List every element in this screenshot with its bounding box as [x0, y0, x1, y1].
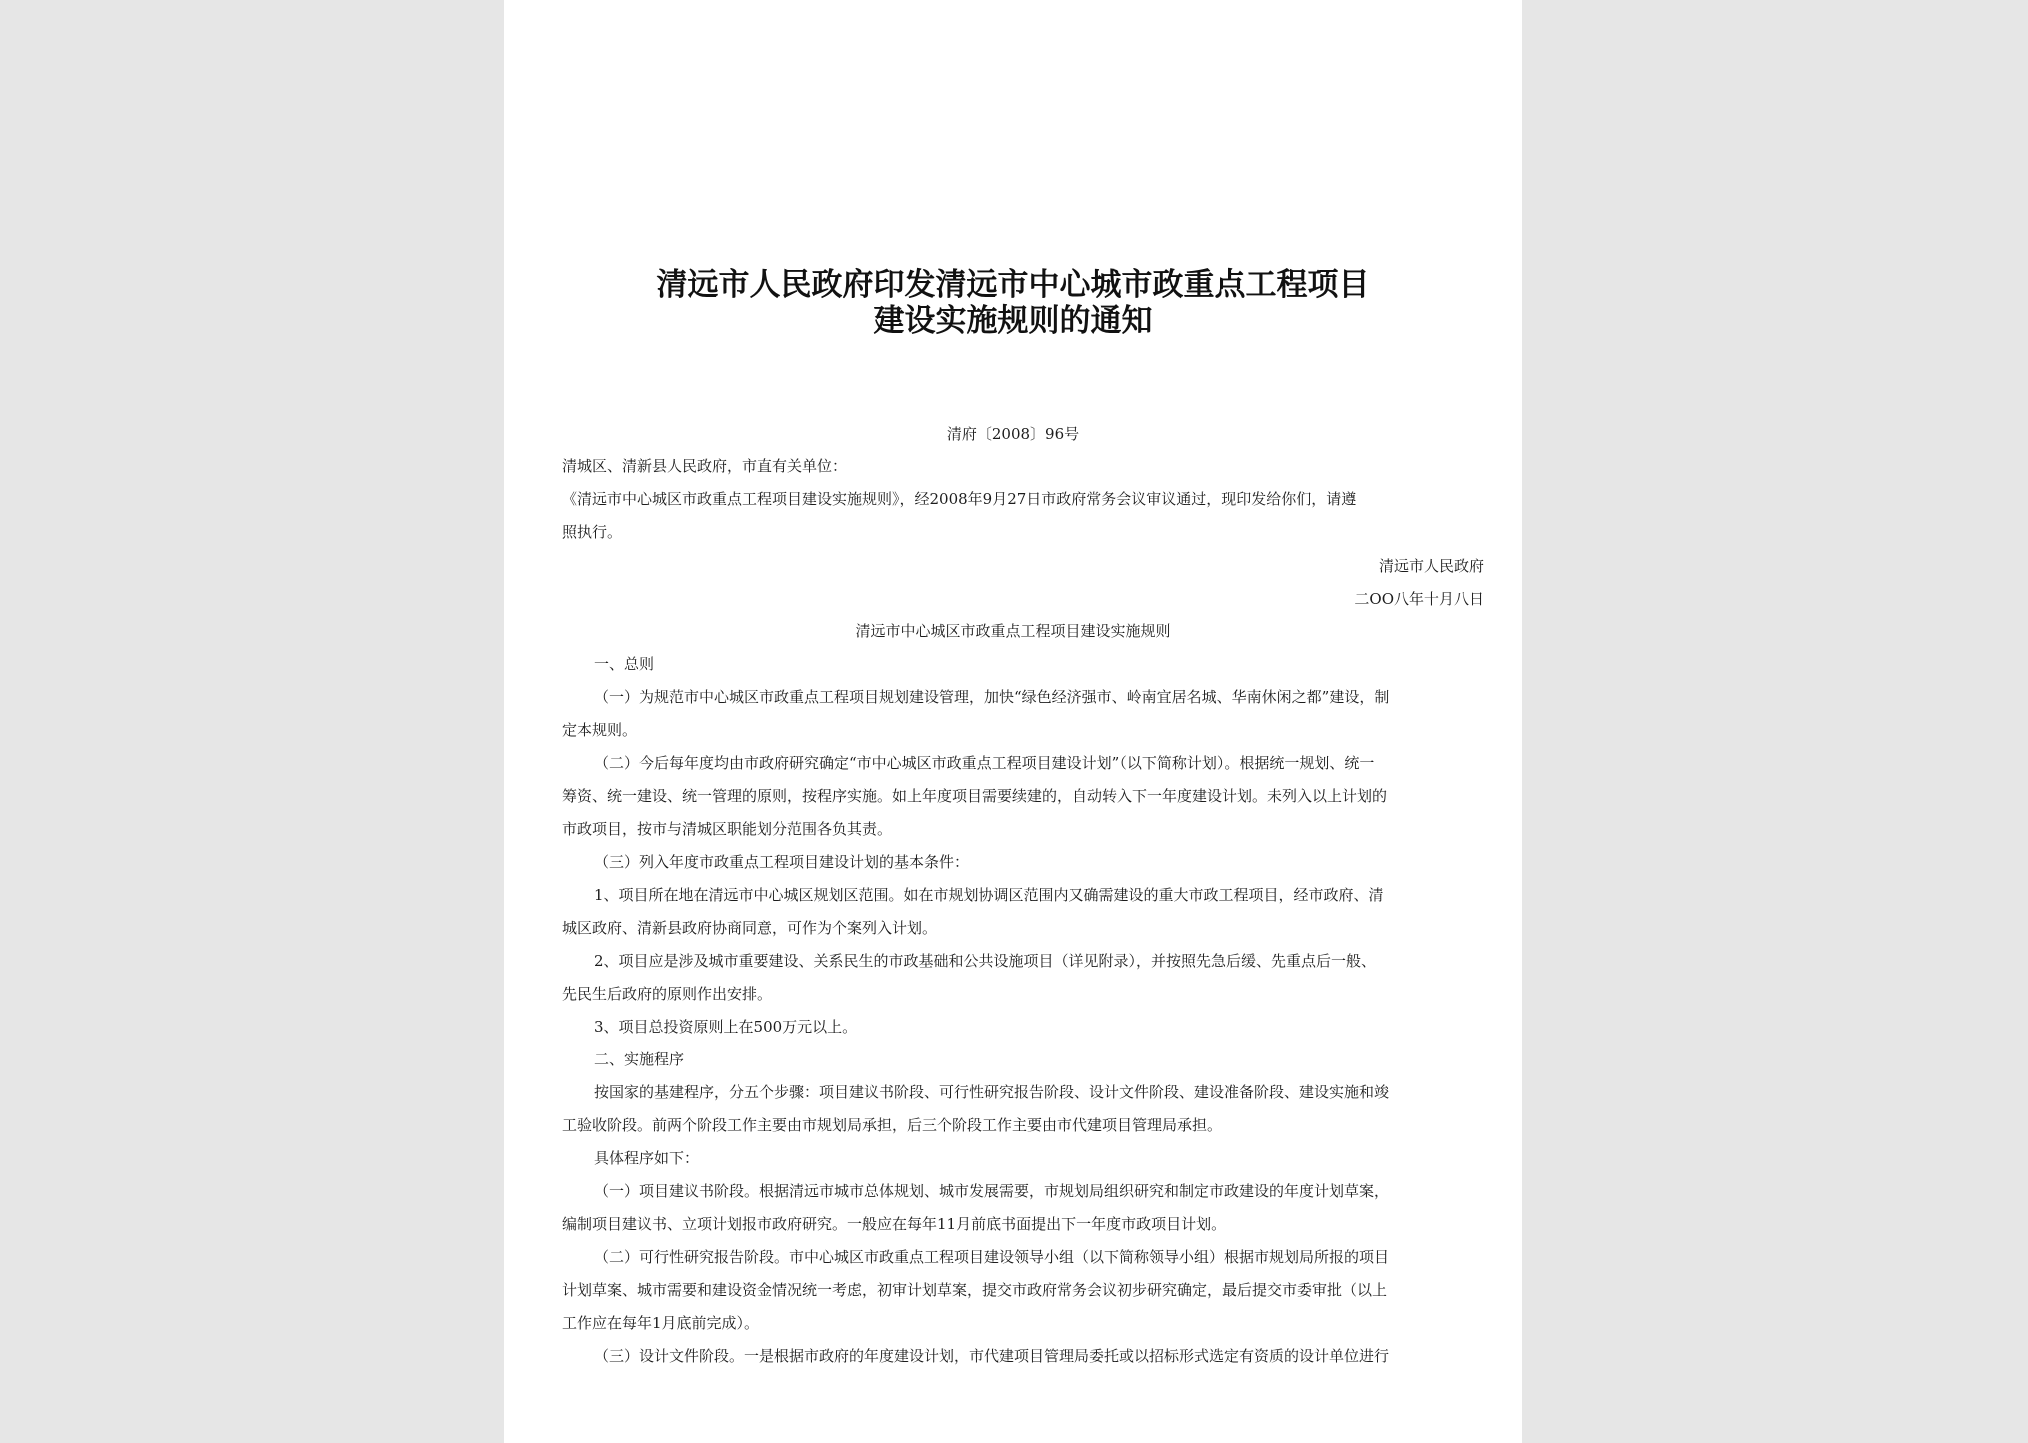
paragraph-line: 市政项目，按市与清城区职能划分范围各负其责。 — [562, 820, 893, 838]
issuer: 清远市人民政府 — [1378, 557, 1484, 575]
paragraph-line: （二）今后每年度均由市政府研究确定“市中心城区市政重点工程项目建设计划”（以下简称计划）。根据统一规划、统一 — [594, 754, 1375, 772]
paragraph-line: 3、项目总投资原则上在500万元以上。 — [594, 1018, 858, 1036]
addressee: 清城区、清新县人民政府，市直有关单位： — [562, 457, 848, 475]
section-heading: 二、实施程序 — [594, 1050, 685, 1068]
paragraph-line: 定本规则。 — [562, 721, 638, 739]
paragraph-line: 工作应在每年1月底前完成）。 — [562, 1314, 760, 1332]
document-title-line-2: 建设实施规则的通知 — [873, 303, 1153, 339]
paragraph-line: 编制项目建议书、立项计划报市政府研究。一般应在每年11月前底书面提出下一年度市政项目计划。 — [562, 1215, 1227, 1233]
paragraph-line: 筹资、统一建设、统一管理的原则，按程序实施。如上年度项目需要续建的，自动转入下一年度建设计划。未列入以上计划的 — [562, 787, 1388, 805]
issue-date: 二OO八年十月八日 — [1354, 590, 1484, 608]
paragraph-line: （三）列入年度市政重点工程项目建设计划的基本条件： — [594, 853, 970, 871]
paragraph-line: 具体程序如下： — [594, 1149, 700, 1167]
paragraph-line: 先民生后政府的原则作出安排。 — [562, 985, 773, 1003]
paragraph-line: 1、项目所在地在清远市中心城区规划区范围。如在市规划协调区范围内又确需建设的重大市政工程项目，经市政府、清 — [594, 886, 1384, 904]
document-number: 清府〔2008〕96号 — [946, 425, 1080, 443]
document-page — [504, 0, 1522, 1443]
section-heading: 一、总则 — [594, 655, 655, 673]
paragraph-line: 按国家的基建程序，分五个步骤：项目建议书阶段、可行性研究报告阶段、设计文件阶段、建设准备阶段、建设实施和竣 — [594, 1083, 1390, 1101]
paragraph-line: 2、项目应是涉及城市重要建设、关系民生的市政基础和公共设施项目（详见附录），并按照先急后缓、先重点后一般、 — [594, 952, 1377, 970]
paragraph-line: （一）项目建议书阶段。根据清远市城市总体规划、城市发展需要，市规划局组织研究和制定市政建设的年度计划草案， — [594, 1182, 1390, 1200]
rules-title: 清远市中心城区市政重点工程项目建设实施规则 — [855, 622, 1171, 640]
paragraph-line: （三）设计文件阶段。一是根据市政府的年度建设计划，市代建项目管理局委托或以招标形式选定有资质的设计单位进行 — [594, 1347, 1390, 1365]
paragraph-line: 城区政府、清新县政府协商同意，可作为个案列入计划。 — [562, 919, 938, 937]
document-title-line-1: 清远市人民政府印发清远市中心城市政重点工程项目 — [656, 267, 1370, 303]
notice-text-line: 《清远市中心城区市政重点工程项目建设实施规则》，经2008年9月27日市政府常务会议审议通过，现印发给你们，请遵 — [562, 490, 1357, 508]
paragraph-line: 计划草案、城市需要和建设资金情况统一考虑，初审计划草案，提交市政府常务会议初步研究确定，最后提交市委审批（以上 — [562, 1281, 1388, 1299]
paragraph-line: （二）可行性研究报告阶段。市中心城区市政重点工程项目建设领导小组（以下简称领导小组）根据市规划局所报的项目 — [594, 1248, 1390, 1266]
notice-text-line: 照执行。 — [562, 523, 623, 541]
paragraph-line: 工验收阶段。前两个阶段工作主要由市规划局承担，后三个阶段工作主要由市代建项目管理局承担。 — [562, 1116, 1223, 1134]
paragraph-line: （一）为规范市中心城区市政重点工程项目规划建设管理，加快“绿色经济强市、岭南宜居名城、华南休闲之都”建设，制 — [594, 688, 1390, 706]
